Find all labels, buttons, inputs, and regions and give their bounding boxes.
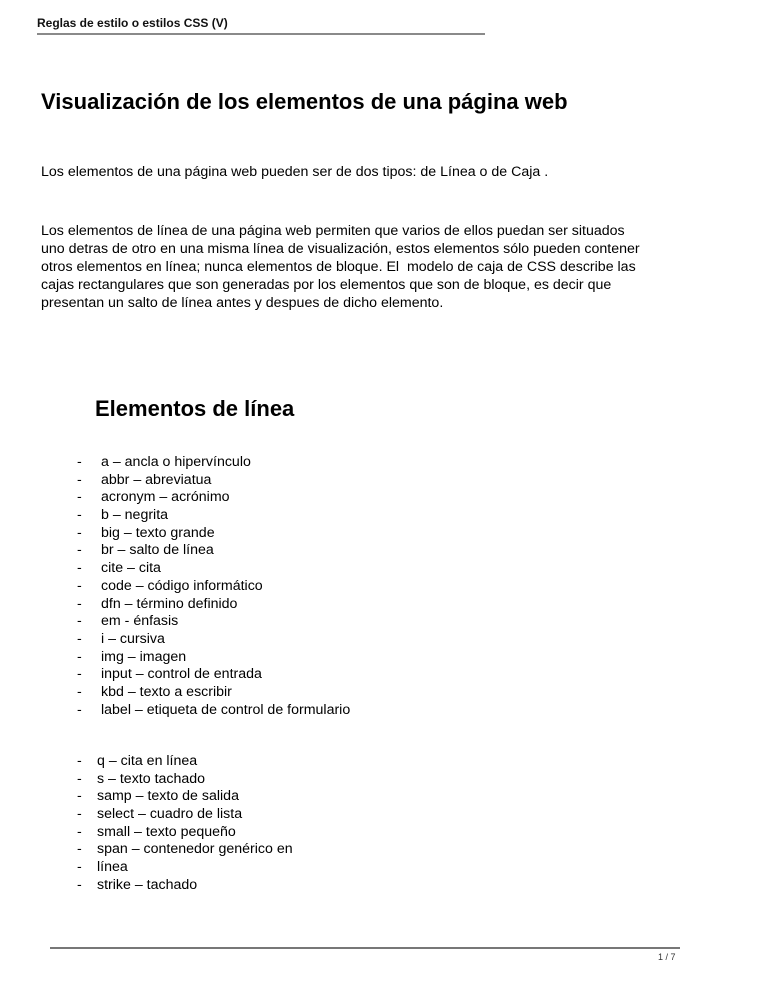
list-item-text: línea — [97, 859, 128, 876]
list-item-text: b – negrita — [101, 507, 169, 524]
dash-marker: - — [77, 859, 82, 876]
dash-marker: - — [77, 542, 82, 559]
dash-marker: - — [77, 683, 82, 700]
dash-marker: - — [77, 454, 82, 470]
dash-marker: - — [77, 577, 82, 594]
dash-marker: - — [77, 630, 82, 647]
dash-marker: - — [77, 489, 82, 506]
dash-marker: - — [77, 841, 82, 858]
dash-marker: - — [77, 648, 82, 665]
paragraph-line: Los elementos de línea de una página web permiten que varios de ellos puedan ser situados — [41, 223, 625, 239]
page-header — [37, 14, 485, 32]
list-item-text: br – salto de línea — [101, 542, 214, 559]
section-title: Elementos de línea — [95, 396, 295, 421]
paragraph-line: presentan un salto de línea antes y despues de dicho elemento. — [41, 295, 444, 311]
list-item-text: a – ancla o hipervínculo — [101, 454, 251, 470]
page-number: 1 / 7 — [658, 952, 676, 962]
list-item-text: span – contenedor genérico en — [97, 841, 293, 858]
dash-marker: - — [77, 753, 82, 769]
list-item-text: select – cuadro de lista — [97, 806, 243, 823]
list-item-text: code – código informático — [101, 577, 263, 594]
dash-marker: - — [77, 806, 82, 823]
body-paragraph — [41, 222, 741, 312]
document-title: Visualización de los elementos de una página web — [41, 89, 568, 114]
dash-marker: - — [77, 471, 82, 488]
list-item-text: strike – tachado — [97, 876, 198, 893]
dash-marker: - — [77, 823, 82, 840]
list-item-text: abbr – abreviatua — [101, 471, 212, 488]
list-item-text: acronym – acrónimo — [101, 489, 230, 506]
intro-text: Los elementos de una página web pueden ser de dos tipos: de Línea o de Caja . — [41, 164, 549, 180]
list-item-text: s – texto tachado — [97, 770, 206, 787]
paragraph-line: cajas rectangulares que son generadas por los elementos que son de bloque, es decir que — [41, 277, 612, 293]
header-divider — [37, 33, 485, 35]
paragraph-line: uno detras de otro en una misma línea de visualización, estos elementos sólo pueden contener — [41, 241, 640, 257]
header-title: Reglas de estilo o estilos CSS (V) — [37, 16, 228, 30]
dash-marker: - — [77, 507, 82, 524]
list-item-text: small – texto pequeño — [97, 823, 236, 840]
list-item-text: label – etiqueta de control de formulario — [101, 701, 351, 718]
paragraph-line: otros elementos en línea; nunca elementos de bloque. El modelo de caja de CSS describe las — [41, 259, 636, 275]
list-item-text: samp – texto de salida — [97, 788, 239, 805]
footer-divider — [50, 947, 680, 949]
dash-marker: - — [77, 876, 82, 893]
dash-marker: - — [77, 666, 82, 683]
list-item-text: q – cita en línea — [97, 753, 198, 769]
dash-marker: - — [77, 595, 82, 612]
list-item-text: cite – cita — [101, 560, 161, 577]
dash-marker: - — [77, 524, 82, 541]
dash-marker: - — [77, 560, 82, 577]
list-item-text: em - énfasis — [101, 613, 179, 630]
dash-marker: - — [77, 701, 82, 718]
list-item-text: kbd – texto a escribir — [101, 683, 232, 700]
list-item-text: big – texto grande — [101, 524, 215, 541]
list-item-text: input – control de entrada — [101, 666, 262, 683]
list-item-text: i – cursiva — [101, 630, 165, 647]
dash-marker: - — [77, 770, 82, 787]
list-item-text: img – imagen — [101, 648, 187, 665]
dash-marker: - — [77, 613, 82, 630]
dash-marker: - — [77, 788, 82, 805]
list-item-text: dfn – término definido — [101, 595, 238, 612]
